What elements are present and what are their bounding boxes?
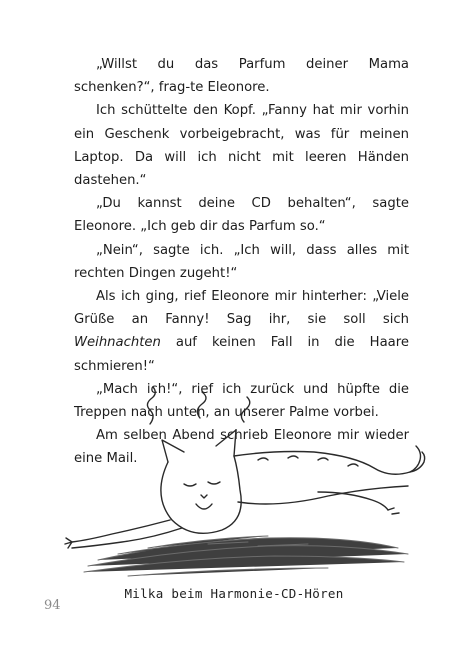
- fur-stroke-1: [258, 458, 268, 460]
- front-leg: [72, 520, 170, 542]
- paragraph-4: „Nein“, sagte ich. „Ich will, dass alles mit rechten Dingen zugeht!“: [74, 242, 409, 281]
- cat-nose: [201, 495, 207, 498]
- paragraph-6: „Mach ich!“, rief ich zurück und hüpfte die Treppen nach unten, an unserer Palme vorbei.: [74, 381, 409, 421]
- page-number: 94: [44, 598, 61, 613]
- ear-right: [216, 430, 236, 456]
- paragraph-1: „Willst du das Parfum deiner Mama schenken?“, frag-te Eleonore.: [74, 57, 409, 96]
- fur-stroke-3: [318, 458, 328, 460]
- paragraph-5-part-2: auf keinen Fall in die Haare schmieren!“: [74, 335, 409, 374]
- eye-right: [208, 482, 220, 484]
- sleeping-cat-drawing-icon: [58, 384, 434, 580]
- ear-left: [162, 440, 184, 462]
- cat-mouth: [196, 504, 212, 509]
- cat-belly: [238, 486, 408, 504]
- fur-stroke-4: [348, 464, 358, 466]
- paragraph-3: „Du kannst deine CD behalten“, sagte Eleonore. „Ich geb dir das Parfum so.“: [74, 196, 409, 235]
- fur-stroke-2: [288, 456, 298, 458]
- illustration-caption: Milka beim Harmonie-CD-Hören: [124, 586, 344, 601]
- squiggle-left: [147, 387, 155, 424]
- front-paw: [65, 538, 72, 548]
- paragraph-2: Ich schüttelte den Kopf. „Fanny hat mir vorhin ein Geschenk vorbeigebracht, was für meinen Laptop. Da will ich nicht mit leeren Händen dastehen.“: [74, 103, 409, 189]
- hind-paw: [388, 508, 399, 514]
- eye-left: [184, 484, 196, 486]
- cat-back: [234, 452, 410, 475]
- cat-tail-2: [410, 452, 425, 472]
- paragraph-5-part-1: Als ich ging, rief Eleonore mir hinterher: „Viele Grüße an Fanny! Sag ihr, sie soll sich: [74, 289, 409, 328]
- paragraph-5-emphasis: Weihnachten: [74, 335, 161, 351]
- paragraph-7: Am selben Abend schrieb Eleonore mir wieder eine Mail.: [74, 428, 409, 467]
- paragraph-5: [74, 285, 409, 378]
- squiggle-middle: [197, 392, 206, 418]
- hind-leg: [318, 492, 388, 510]
- squiggle-right: [241, 397, 249, 422]
